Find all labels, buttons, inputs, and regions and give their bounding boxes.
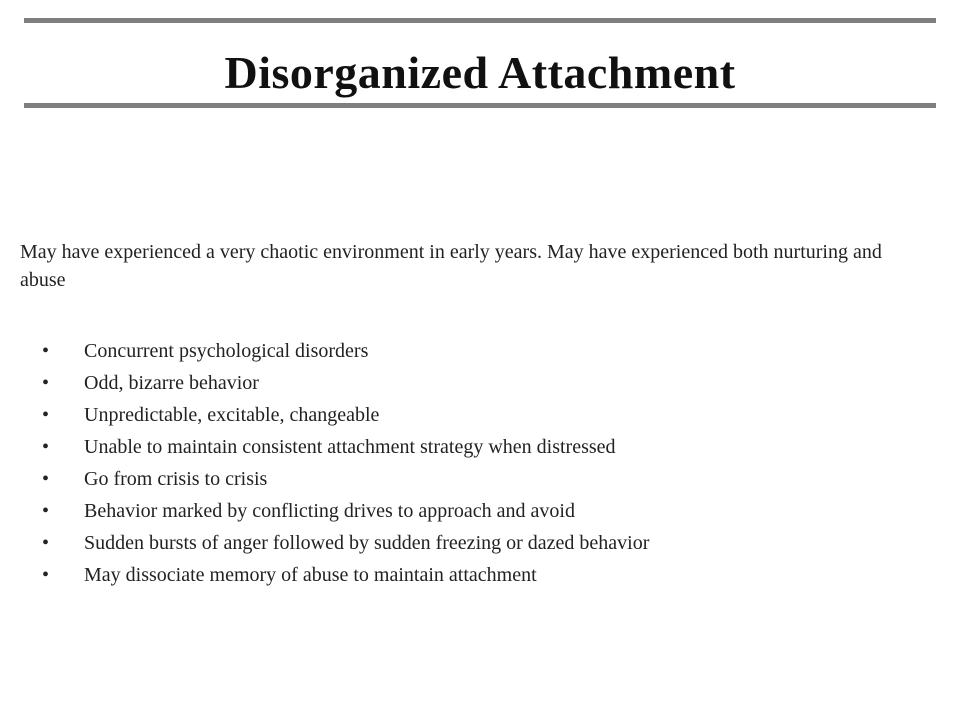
bullet-dot-icon: •: [42, 404, 50, 426]
bullet-dot-icon: •: [42, 468, 50, 490]
bullet-item: [42, 335, 942, 367]
bullet-dot-icon: •: [42, 340, 50, 362]
bullet-dot-icon: •: [42, 436, 50, 458]
title-top-rule: [24, 18, 936, 23]
bullet-dot-icon: •: [42, 500, 50, 522]
bullet-item: [42, 495, 942, 527]
bullet-text: Odd, bizarre behavior: [84, 372, 259, 394]
bullet-dot-icon: •: [42, 564, 50, 586]
title-bottom-rule: [24, 103, 936, 108]
bullet-text: Behavior marked by conflicting drives to approach and avoid: [84, 500, 575, 522]
bullet-item: [42, 431, 942, 463]
bullet-item: [42, 559, 942, 591]
bullet-item: [42, 463, 942, 495]
bullet-dot-icon: •: [42, 372, 50, 394]
bullet-text: Concurrent psychological disorders: [84, 340, 369, 362]
slide-title: Disorganized Attachment: [224, 47, 736, 98]
bullet-text: Sudden bursts of anger followed by sudden freezing or dazed behavior: [84, 532, 650, 554]
intro-text: May have experienced a very chaotic environment in early years. May have experienced both nurturing and abuse: [20, 241, 882, 291]
bullet-item: [42, 399, 942, 431]
bullet-text: Unpredictable, excitable, changeable: [84, 404, 380, 426]
bullet-text: Go from crisis to crisis: [84, 468, 268, 490]
bullet-item: [42, 527, 942, 559]
bullet-dot-icon: •: [42, 532, 50, 554]
bullet-text: Unable to maintain consistent attachment strategy when distressed: [84, 436, 616, 458]
bullet-item: [42, 367, 942, 399]
bullet-list: [42, 335, 942, 591]
bullet-text: May dissociate memory of abuse to maintain attachment: [84, 564, 537, 586]
